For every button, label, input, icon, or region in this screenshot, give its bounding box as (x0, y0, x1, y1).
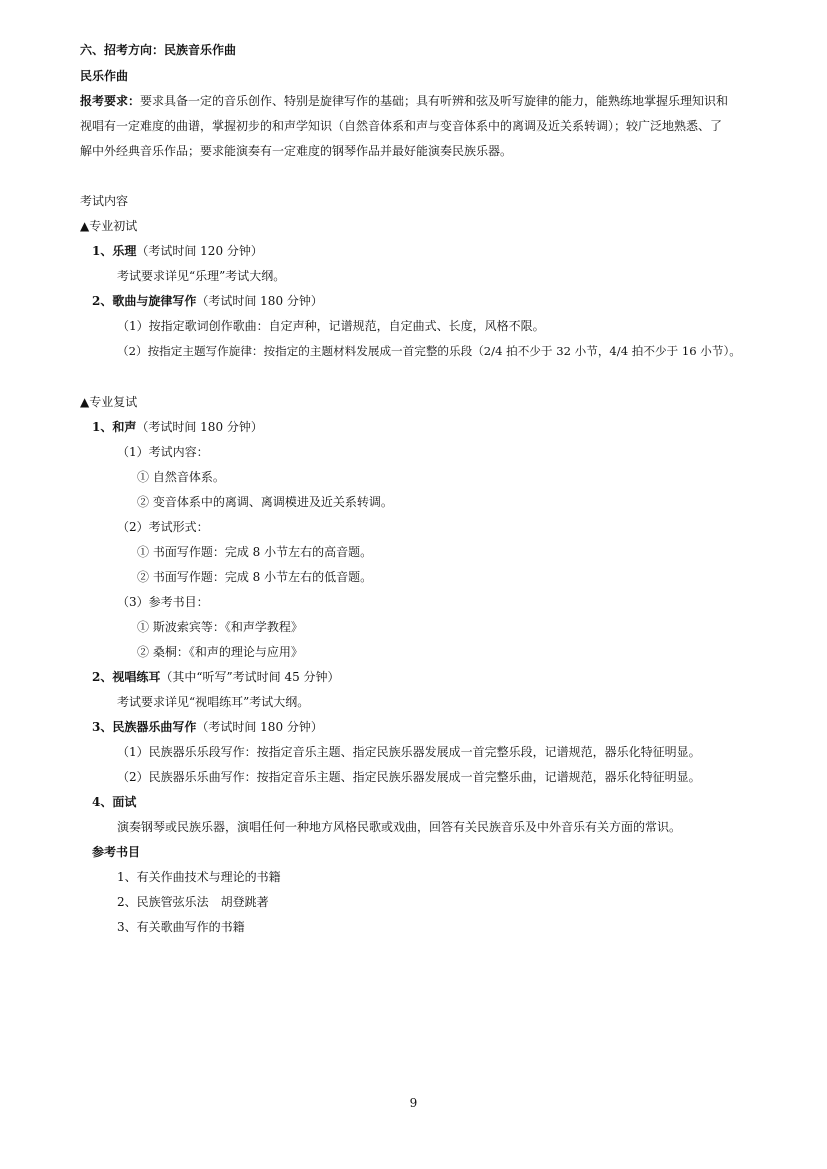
prelim-item-1-detail: 考试要求详见“乐理”考试大纲。 (117, 269, 286, 283)
harmony-content-2: ② 变音体系中的离调、离调模进及近关系转调。 (137, 495, 393, 509)
requirements-text-1: 要求具备一定的音乐创作、特别是旋律写作的基础；具有听辨和弦及听写旋律的能力，能熟练地掌握乐理知识和 (140, 94, 729, 108)
requirements-line-2: 视唱有一定难度的曲谱，掌握初步的和声学知识（自然音体系和声与变音体系中的离调及近关系转调）；较广泛地熟悉、了 (80, 119, 723, 133)
retest-interview-label: 4、面试 (92, 795, 137, 809)
prelim-item-2 (92, 293, 323, 309)
instrumental-sub-1: （1）民族器乐乐段写作：按指定音乐主题、指定民族乐器发展成一首完整乐段，记谱规范，器乐化特征明显。 (117, 745, 701, 759)
prelim-item-1-label: 1、乐理 (92, 244, 137, 258)
reference-item-3: 3、有关歌曲写作的书籍 (117, 920, 245, 934)
page-number: 9 (409, 1096, 418, 1110)
harmony-content-label: （1）考试内容： (117, 445, 209, 459)
prelim-item-1-note: （考试时间 120 分钟） (136, 244, 263, 258)
retest-harmony-label: 1、和声 (92, 420, 137, 434)
requirements-label: 报考要求： (80, 94, 141, 108)
instrumental-sub-2: （2）民族器乐乐曲写作：按指定音乐主题、指定民族乐器发展成一首完整乐曲，记谱规范，器乐化特征明显。 (117, 770, 701, 784)
retest-solfege-note: （其中“听写”考试时间 45 分钟） (160, 670, 340, 684)
retest-instrumental-label: 3、民族器乐曲写作 (92, 720, 197, 734)
prelim-item-2-label: 2、歌曲与旋律写作 (92, 294, 197, 308)
prelim-title: ▲专业初试 (80, 219, 138, 233)
prelim-item-1 (92, 243, 263, 259)
harmony-books-label: （3）参考书目： (117, 595, 209, 609)
prelim-item-2-sub-1: （1）按指定歌词创作歌曲：自定声种，记谱规范，自定曲式、长度，风格不限。 (117, 319, 545, 333)
retest-harmony (92, 419, 263, 435)
harmony-form-1: ① 书面写作题：完成 8 小节左右的高音题。 (137, 545, 373, 559)
subheading: 民乐作曲 (80, 69, 129, 83)
harmony-form-2: ② 书面写作题：完成 8 小节左右的低音题。 (137, 570, 373, 584)
harmony-content-1: ① 自然音体系。 (137, 470, 225, 484)
exam-content-heading: 考试内容 (80, 194, 129, 208)
retest-harmony-note: （考试时间 180 分钟） (136, 420, 263, 434)
retest-title: ▲专业复试 (80, 395, 138, 409)
harmony-form-label: （2）考试形式： (117, 520, 209, 534)
harmony-book-2: ② 桑桐：《和声的理论与应用》 (137, 645, 303, 659)
reference-item-1: 1、有关作曲技术与理论的书籍 (117, 870, 281, 884)
reference-item-2: 2、民族管弦乐法 胡登跳著 (117, 895, 269, 909)
prelim-item-2-sub-2: （2）按指定主题写作旋律：按指定的主题材料发展成一首完整的乐段（2/4 拍不少于 32 小节，4/4 拍不少于 16 小节）。 (117, 344, 741, 358)
retest-instrumental-note: （考试时间 180 分钟） (196, 720, 323, 734)
references-title: 参考书目 (92, 845, 141, 859)
solfege-detail: 考试要求详见“视唱练耳”考试大纲。 (117, 695, 310, 709)
retest-solfege (92, 669, 340, 685)
section-heading: 六、招考方向：民族音乐作曲 (80, 43, 237, 57)
harmony-book-1: ① 斯波索宾等：《和声学教程》 (137, 620, 303, 634)
requirements-line-1 (80, 93, 748, 109)
requirements-line-3: 解中外经典音乐作品；要求能演奏有一定难度的钢琴作品并最好能演奏民族乐器。 (80, 144, 513, 158)
prelim-item-2-note: （考试时间 180 分钟） (196, 294, 323, 308)
retest-solfege-label: 2、视唱练耳 (92, 670, 161, 684)
retest-instrumental (92, 719, 323, 735)
interview-detail: 演奏钢琴或民族乐器，演唱任何一种地方风格民歌或戏曲，回答有关民族音乐及中外音乐有关方面的常识。 (117, 820, 682, 834)
